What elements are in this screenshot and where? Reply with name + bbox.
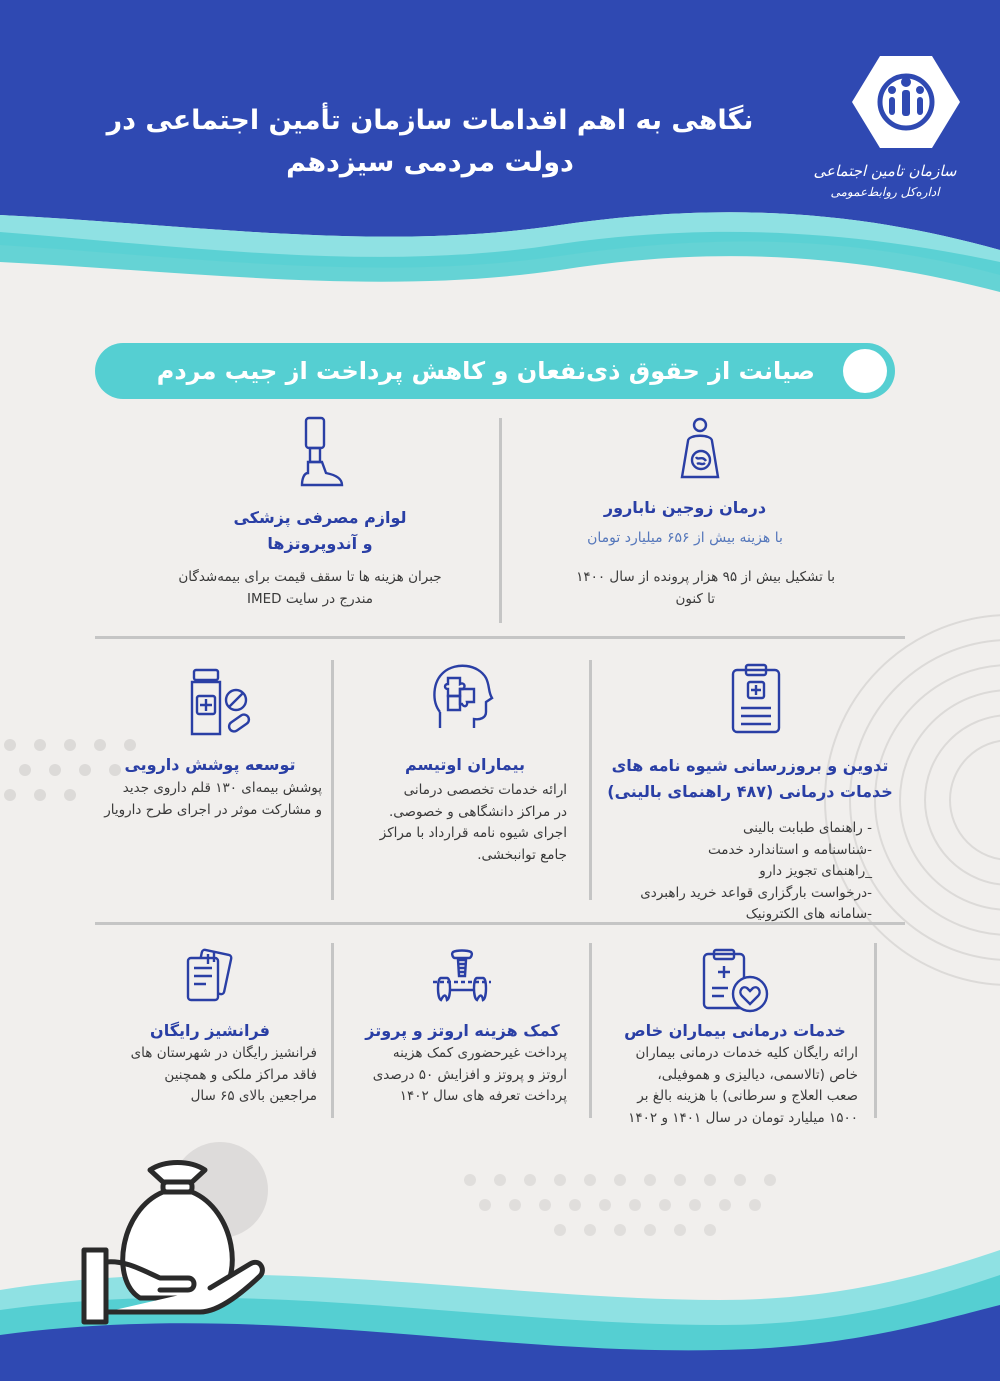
autism-title: بیماران اوتیسم — [405, 755, 525, 774]
guidelines-title-line2: خدمات درمانی (۴۸۷ راهنمای بالینی) — [607, 781, 893, 801]
special-body — [600, 1043, 858, 1129]
prosthetics-title-line1: لوازم مصرفی پزشکی — [233, 508, 407, 527]
dental-title: کمک هزینه اروتز و پروتز — [365, 1021, 560, 1040]
guidelines-title-line1: تدوین و بروزرسانی شیوه نامه های — [611, 756, 889, 775]
drugs-line: پوشش بیمه‌ای ۱۳۰ قلم داروی جدید — [122, 780, 322, 796]
dental-line: پرداخت تعرفه های سال ۱۴۰۲ — [399, 1088, 567, 1105]
heart-clipboard-icon — [700, 948, 772, 1014]
social-security-logo — [848, 52, 964, 152]
guidelines-title — [600, 753, 900, 804]
infertility-body — [520, 567, 835, 610]
drugs-title: توسعه پوشش دارویی — [124, 755, 296, 774]
autism-line: جامع توانبخشی. — [477, 846, 567, 863]
autism-body — [345, 780, 567, 866]
prosthetic-leg-icon — [290, 415, 350, 490]
divider-vertical-row3-right — [874, 943, 877, 1118]
autism-line: ارائه خدمات تخصصی درمانی — [403, 782, 567, 798]
franchise-body — [92, 1043, 317, 1108]
drugs-line: و مشارکت موثر در اجرای طرح دارویار — [104, 801, 322, 818]
divider-vertical-row2-left — [331, 660, 334, 900]
clipboard-icon — [729, 662, 783, 736]
logo-line1: سازمان تامین اجتماعی — [813, 162, 957, 180]
dental-line: اروتز و پروتز و افزایش ۵۰ درصدی — [372, 1066, 567, 1083]
prosthetics-title — [190, 505, 450, 556]
divider-vertical-row3-left — [331, 943, 334, 1118]
page-title — [90, 100, 770, 184]
infertility-body-line1: با تشکیل بیش از ۹۵ هزار پرونده از سال ۱۴۰۰ — [576, 569, 835, 585]
infertility-title: درمان زوجین نابارور — [603, 498, 767, 517]
divider-vertical-row2-right — [589, 660, 592, 900]
page-title-line2: دولت مردمی سیزدهم — [286, 146, 574, 178]
autism-line: اجرای شیوه نامه قرارداد با مراکز — [379, 825, 567, 842]
infertility-subtitle: با هزینه بیش از ۶۵۶ میلیارد تومان — [587, 530, 783, 546]
dental-implant-icon — [431, 948, 493, 1004]
medicine-bottle-icon — [186, 668, 258, 740]
franchise-line: مراجعین بالای ۶۵ سال — [190, 1088, 317, 1105]
page-title-line1: نگاهی به اهم اقدامات سازمان تأمین اجتماعی در — [106, 105, 754, 136]
divider-vertical-row1 — [499, 418, 502, 623]
special-line: ارائه رایگان کلیه خدمات درمانی بیماران — [635, 1045, 858, 1061]
list-item: -شناسنامه و استاندارد خدمت — [707, 841, 872, 858]
banner-text: صیانت از حقوق ذی‌نفعان و کاهش پرداخت از جیب مردم — [156, 357, 815, 385]
list-item: - راهنمای طبابت بالینی — [742, 820, 872, 836]
documents-icon — [184, 948, 234, 1004]
logo-text — [810, 160, 960, 201]
pregnant-icon — [670, 415, 730, 483]
prosthetics-body-line2: مندرج در سایت IMED — [246, 590, 374, 607]
dental-body — [345, 1043, 567, 1108]
franchise-title: فرانشیز رایگان — [150, 1021, 270, 1040]
prosthetics-body-line1: جبران هزینه ها تا سقف قیمت برای بیمه‌شدگان — [178, 569, 442, 585]
section-banner — [95, 343, 895, 399]
puzzle-head-icon — [430, 662, 496, 732]
dental-line: پرداخت غیرحضوری کمک هزینه — [392, 1045, 567, 1061]
list-item: -درخواست بارگزاری قواعد خرید راهبردی — [640, 884, 872, 901]
drugs-body — [92, 778, 322, 821]
franchise-line: فاقد مراکز ملکی و همچنین — [164, 1066, 317, 1083]
special-line: ۱۵۰۰ میلیارد تومان در سال ۱۴۰۱ و ۱۴۰۲ — [628, 1109, 858, 1126]
list-item: _راهنمای تجویز دارو — [759, 863, 872, 880]
dot-decoration-bottom — [464, 1174, 776, 1236]
special-line: صعب العلاج و سرطانی) با هزینه بالغ بر — [637, 1088, 858, 1105]
franchise-line: فرانشیز رایگان در شهرستان های — [130, 1045, 317, 1061]
list-item: -سامانه های الکترونیک — [745, 906, 872, 923]
divider-horizontal-1 — [95, 636, 905, 639]
infertility-body-line2: تا کنون — [675, 590, 715, 607]
special-line: خاص (تالاسمی، دیالیزی و هموفیلی، — [657, 1066, 858, 1083]
banner-dot — [843, 349, 887, 393]
money-bag-hand-icon — [70, 1130, 290, 1330]
special-title: خدمات درمانی بیماران خاص — [624, 1021, 846, 1040]
prosthetics-body — [140, 567, 480, 610]
autism-line: در مراکز دانشگاهی و خصوصی. — [388, 803, 567, 820]
guidelines-list — [600, 818, 872, 926]
logo-line2: اداره‌کل روابط‌عمومی — [830, 184, 940, 199]
prosthetics-title-line2: و آندوپروتزها — [267, 533, 373, 553]
divider-vertical-row3-middle — [589, 943, 592, 1118]
